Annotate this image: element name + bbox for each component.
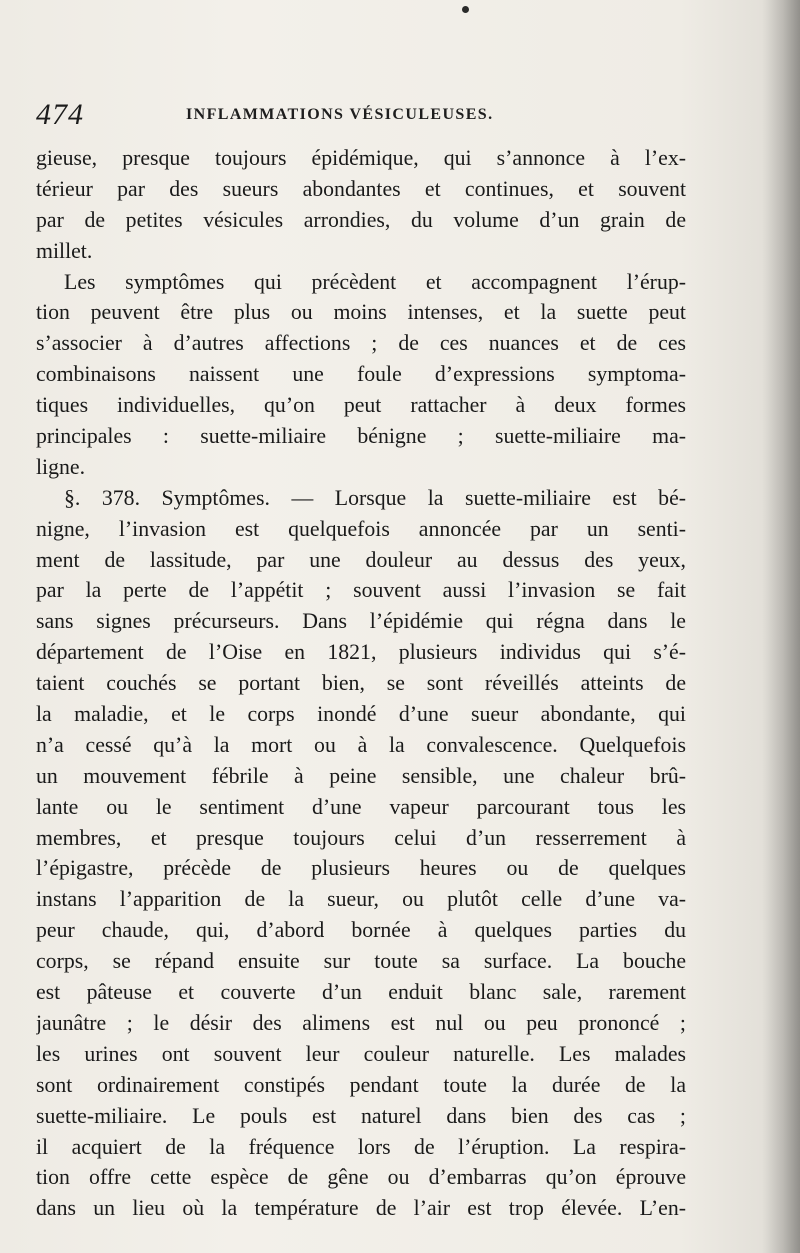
- page-header: [36, 96, 726, 136]
- text-line: sans signes précurseurs. Dans l’épidémie qui régna dans le: [36, 609, 686, 634]
- text-line: est pâteuse et couverte d’un enduit blanc sale, rarement: [36, 980, 686, 1005]
- text-line: ment de lassitude, par une douleur au dessus des yeux,: [36, 547, 686, 572]
- page-number: 474: [36, 98, 84, 131]
- text-line: l’épigastre, précède de plusieurs heures ou de quelques: [36, 856, 686, 881]
- text-line: la maladie, et le corps inondé d’une sueur abondante, qui: [36, 702, 686, 727]
- text-line: corps, se répand ensuite sur toute sa surface. La bouche: [36, 949, 686, 974]
- text-line: il acquiert de la fréquence lors de l’éruption. La respira-: [36, 1134, 686, 1159]
- text-line: par de petites vésicules arrondies, du volume d’un grain de: [36, 207, 686, 232]
- text-line: ligne.: [36, 454, 86, 479]
- text-line: tion offre cette espèce de gêne ou d’embarras qu’on éprouve: [36, 1165, 686, 1190]
- body-text: [36, 143, 686, 1224]
- text-line: térieur par des sueurs abondantes et continues, et souvent: [36, 176, 686, 201]
- text-line: lante ou le sentiment d’une vapeur parcourant tous les: [36, 794, 686, 819]
- text-line: un mouvement fébrile à peine sensible, une chaleur brû-: [36, 763, 686, 788]
- text-line: département de l’Oise en 1821, plusieurs individus qui s’é-: [36, 640, 686, 665]
- text-line: nigne, l’invasion est quelquefois annoncée par un senti-: [36, 516, 686, 541]
- page-gutter-shadow: [762, 0, 800, 1253]
- text-line: les urines ont souvent leur couleur naturelle. Les malades: [36, 1041, 686, 1066]
- text-line: millet.: [36, 238, 93, 263]
- text-line: suette-miliaire. Le pouls est naturel dans bien des cas ;: [36, 1103, 686, 1128]
- text-line: peur chaude, qui, d’abord bornée à quelques parties du: [36, 918, 686, 943]
- text-line: tion peuvent être plus ou moins intenses, et la suette peut: [36, 300, 686, 325]
- text-line: s’associer à d’autres affections ; de ces nuances et de ces: [36, 331, 686, 356]
- ink-dot: [462, 6, 469, 13]
- text-line: Les symptômes qui précèdent et accompagnent l’érup-: [64, 269, 686, 294]
- text-line: combinaisons naissent une foule d’expressions symptoma-: [36, 362, 686, 387]
- text-line: taient couchés se portant bien, se sont réveillés atteints de: [36, 671, 686, 696]
- text-line: gieuse, presque toujours épidémique, qui s’annonce à l’ex-: [36, 146, 686, 170]
- text-line: jaunâtre ; le désir des alimens est nul ou peu prononcé ;: [36, 1010, 686, 1035]
- text-line: par la perte de l’appétit ; souvent aussi l’invasion se fait: [36, 578, 686, 603]
- text-line: principales : suette-miliaire bénigne ; suette-miliaire ma-: [36, 424, 686, 449]
- text-line: n’a cessé qu’à la mort ou à la convalescence. Quelquefois: [36, 732, 686, 757]
- text-line: dans un lieu où la température de l’air est trop élevée. L’en-: [36, 1196, 686, 1221]
- text-line: membres, et presque toujours celui d’un resserrement à: [36, 825, 686, 850]
- text-line: tiques individuelles, qu’on peut rattacher à deux formes: [36, 393, 686, 418]
- text-line: instans l’apparition de la sueur, ou plutôt celle d’une va-: [36, 887, 686, 912]
- text-line: §. 378. Symptômes. — Lorsque la suette-miliaire est bé-: [64, 485, 686, 510]
- running-head: INFLAMMATIONS VÉSICULEUSES.: [186, 106, 494, 123]
- text-line: sont ordinairement constipés pendant toute la durée de la: [36, 1072, 686, 1097]
